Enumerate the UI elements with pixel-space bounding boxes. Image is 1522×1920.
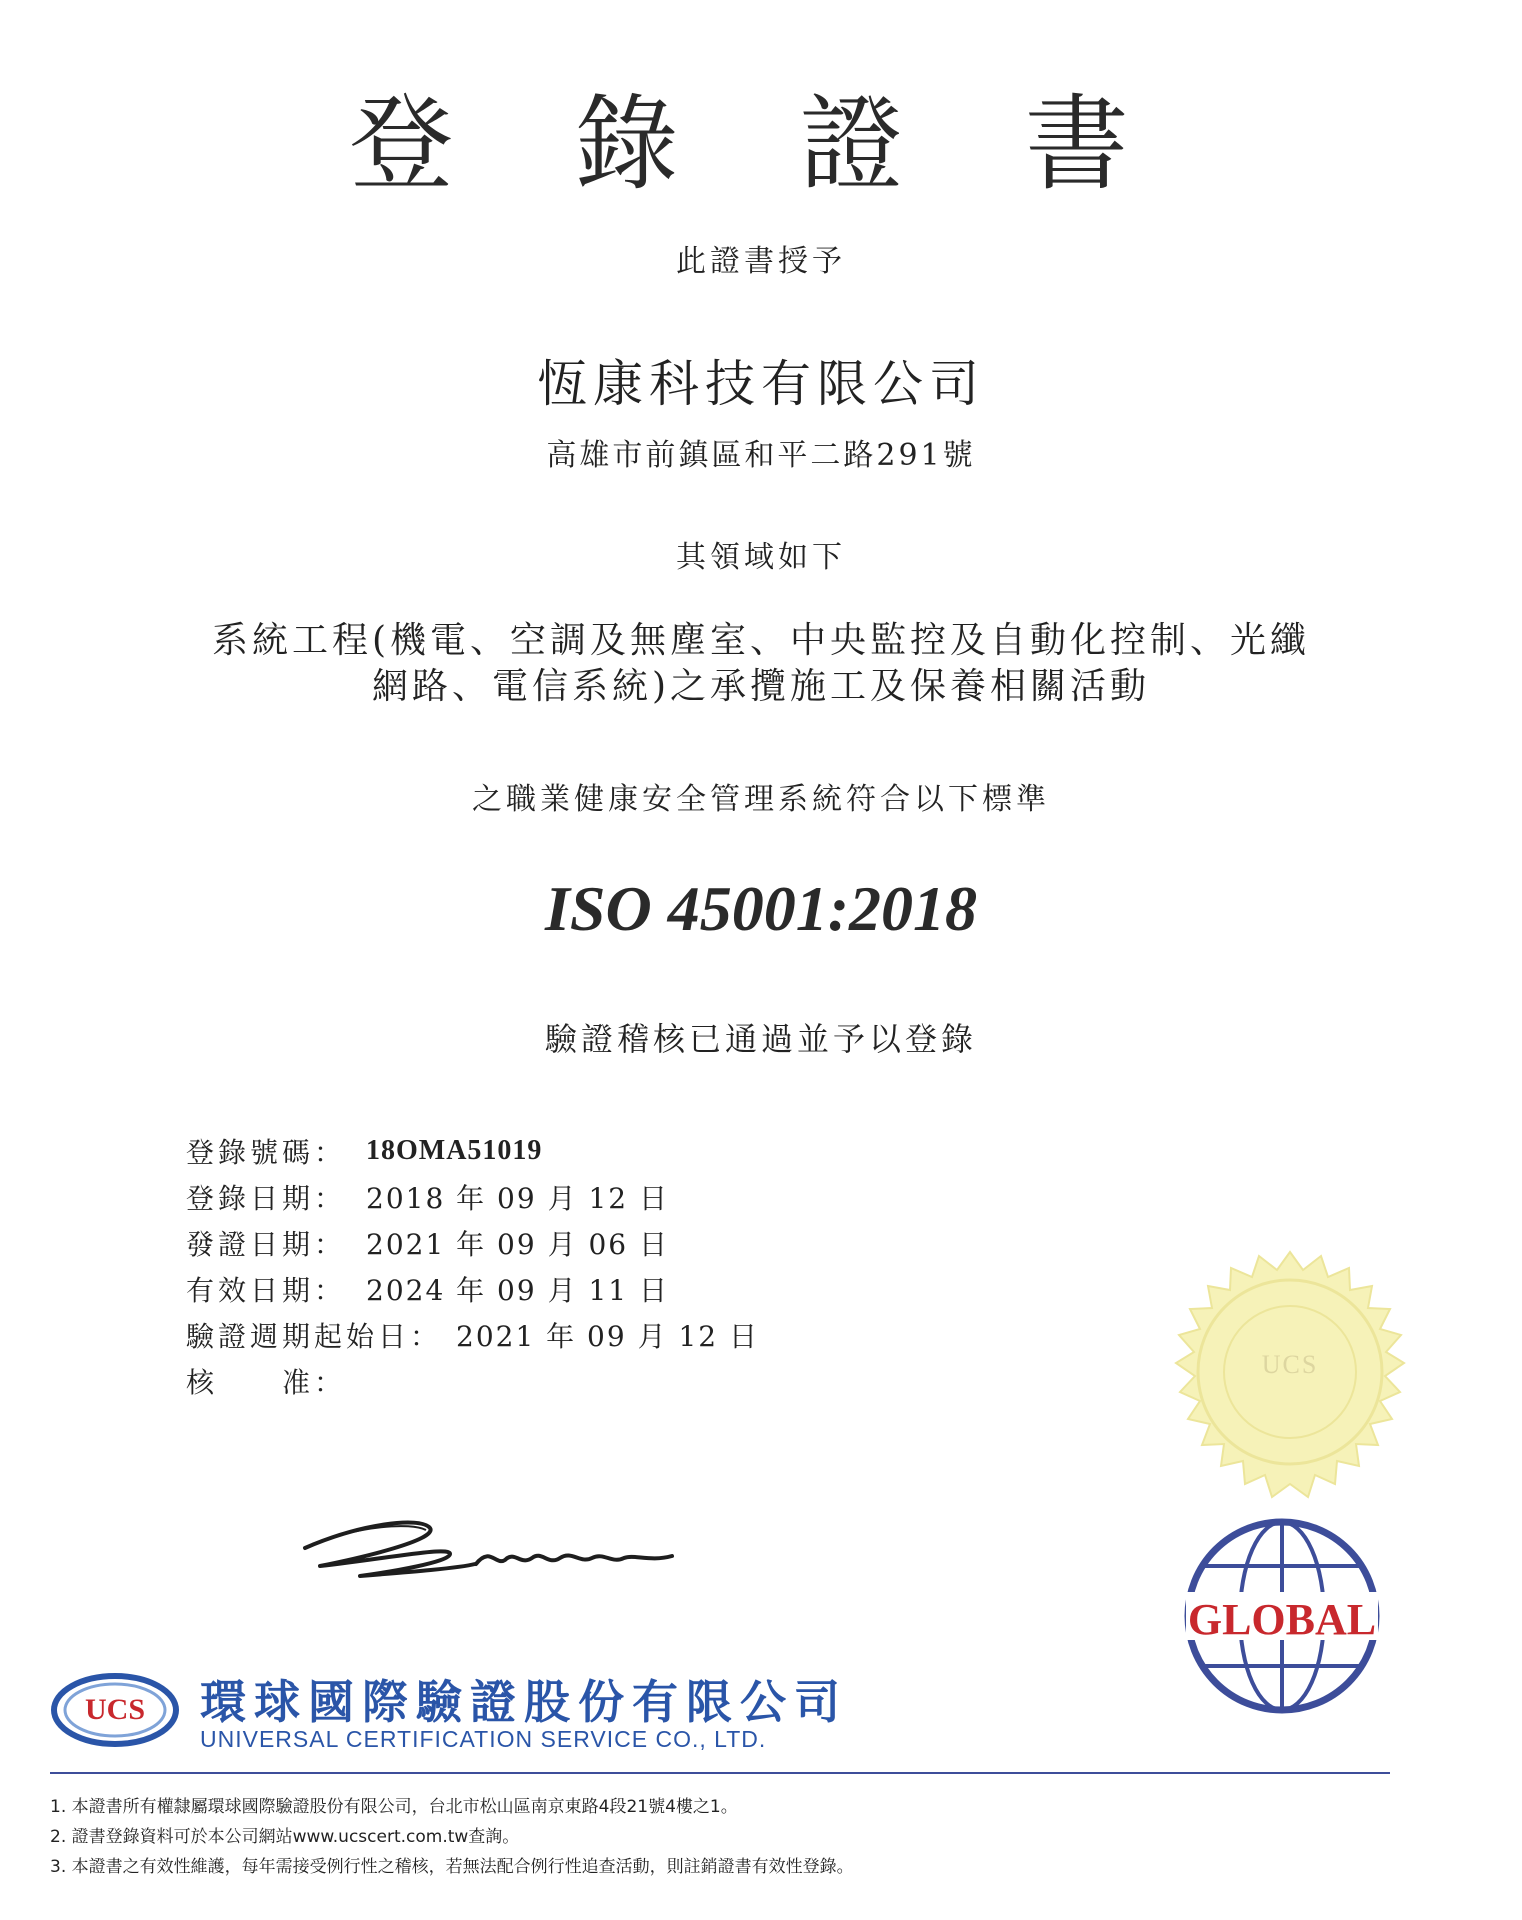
issuer-name-zh: 環球國際驗證股份有限公司 bbox=[200, 1675, 848, 1729]
scope-line-2: 網路、電信系統)之承攬施工及保養相關活動 bbox=[371, 666, 1151, 707]
note-3: 3. 本證書之有效性維護，每年需接受例行性之稽核，若無法配合例行性追查活動，則註銷證書有效性登錄。 bbox=[50, 1857, 854, 1877]
approval-label: 核 准： bbox=[186, 1366, 347, 1399]
issue-date-row bbox=[186, 1220, 759, 1266]
scope-label: 其領域如下 bbox=[676, 540, 846, 575]
signature-image bbox=[300, 1506, 680, 1586]
issue-date-value: 2021 年 09 月 06 日 bbox=[366, 1228, 670, 1261]
ucs-logo-text: UCS bbox=[84, 1693, 145, 1726]
scope-line-1: 系統工程(機電、空調及無塵室、中央監控及自動化控制、光纖 bbox=[211, 620, 1311, 661]
cycle-start-label: 驗證週期起始日： bbox=[186, 1320, 443, 1353]
standard-name: ISO 45001:2018 bbox=[544, 873, 978, 944]
scope-text bbox=[0, 618, 1522, 710]
approval-row bbox=[186, 1358, 759, 1404]
registration-date-row bbox=[186, 1174, 759, 1220]
company-address: 高雄市前鎮區和平二路291號 bbox=[546, 438, 976, 473]
globe-logo-text: GLOBAL bbox=[1187, 1595, 1377, 1644]
cycle-start-row bbox=[186, 1312, 759, 1358]
gold-seal-text: UCS bbox=[1261, 1350, 1319, 1379]
system-statement: 之職業健康安全管理系統符合以下標準 bbox=[472, 782, 1050, 817]
note-2: 2. 證書登錄資料可於本公司網站www.ucscert.com.tw查詢。 bbox=[50, 1827, 520, 1847]
expiry-date-row bbox=[186, 1266, 759, 1312]
footer-divider bbox=[50, 1772, 1390, 1774]
expiry-date-label: 有效日期： bbox=[186, 1274, 347, 1307]
registration-no-value: 18OMA51019 bbox=[366, 1135, 543, 1166]
certificate-title: 登 錄 證 書 bbox=[349, 83, 1173, 205]
certificate-details bbox=[186, 1128, 759, 1404]
granted-to-label: 此證書授予 bbox=[676, 244, 846, 279]
registration-no-row bbox=[186, 1128, 759, 1174]
footer-notes bbox=[50, 1792, 854, 1882]
note-1: 1. 本證書所有權隸屬環球國際驗證股份有限公司，台北市松山區南京東路4段21號4樓之1。 bbox=[50, 1797, 738, 1817]
registration-date-value: 2018 年 09 月 12 日 bbox=[366, 1182, 670, 1215]
passed-statement: 驗證稽核已通過並予以登錄 bbox=[544, 1020, 977, 1058]
issuer-name-en: UNIVERSAL CERTIFICATION SERVICE CO., LTD. bbox=[200, 1726, 767, 1752]
cycle-start-value: 2021 年 09 月 12 日 bbox=[456, 1320, 760, 1353]
issue-date-label: 發證日期： bbox=[186, 1228, 347, 1261]
registration-no-label: 登錄號碼： bbox=[186, 1136, 347, 1169]
registration-date-label: 登錄日期： bbox=[186, 1182, 347, 1215]
company-name: 恆康科技有限公司 bbox=[537, 355, 985, 413]
expiry-date-value: 2024 年 09 月 11 日 bbox=[366, 1274, 670, 1307]
